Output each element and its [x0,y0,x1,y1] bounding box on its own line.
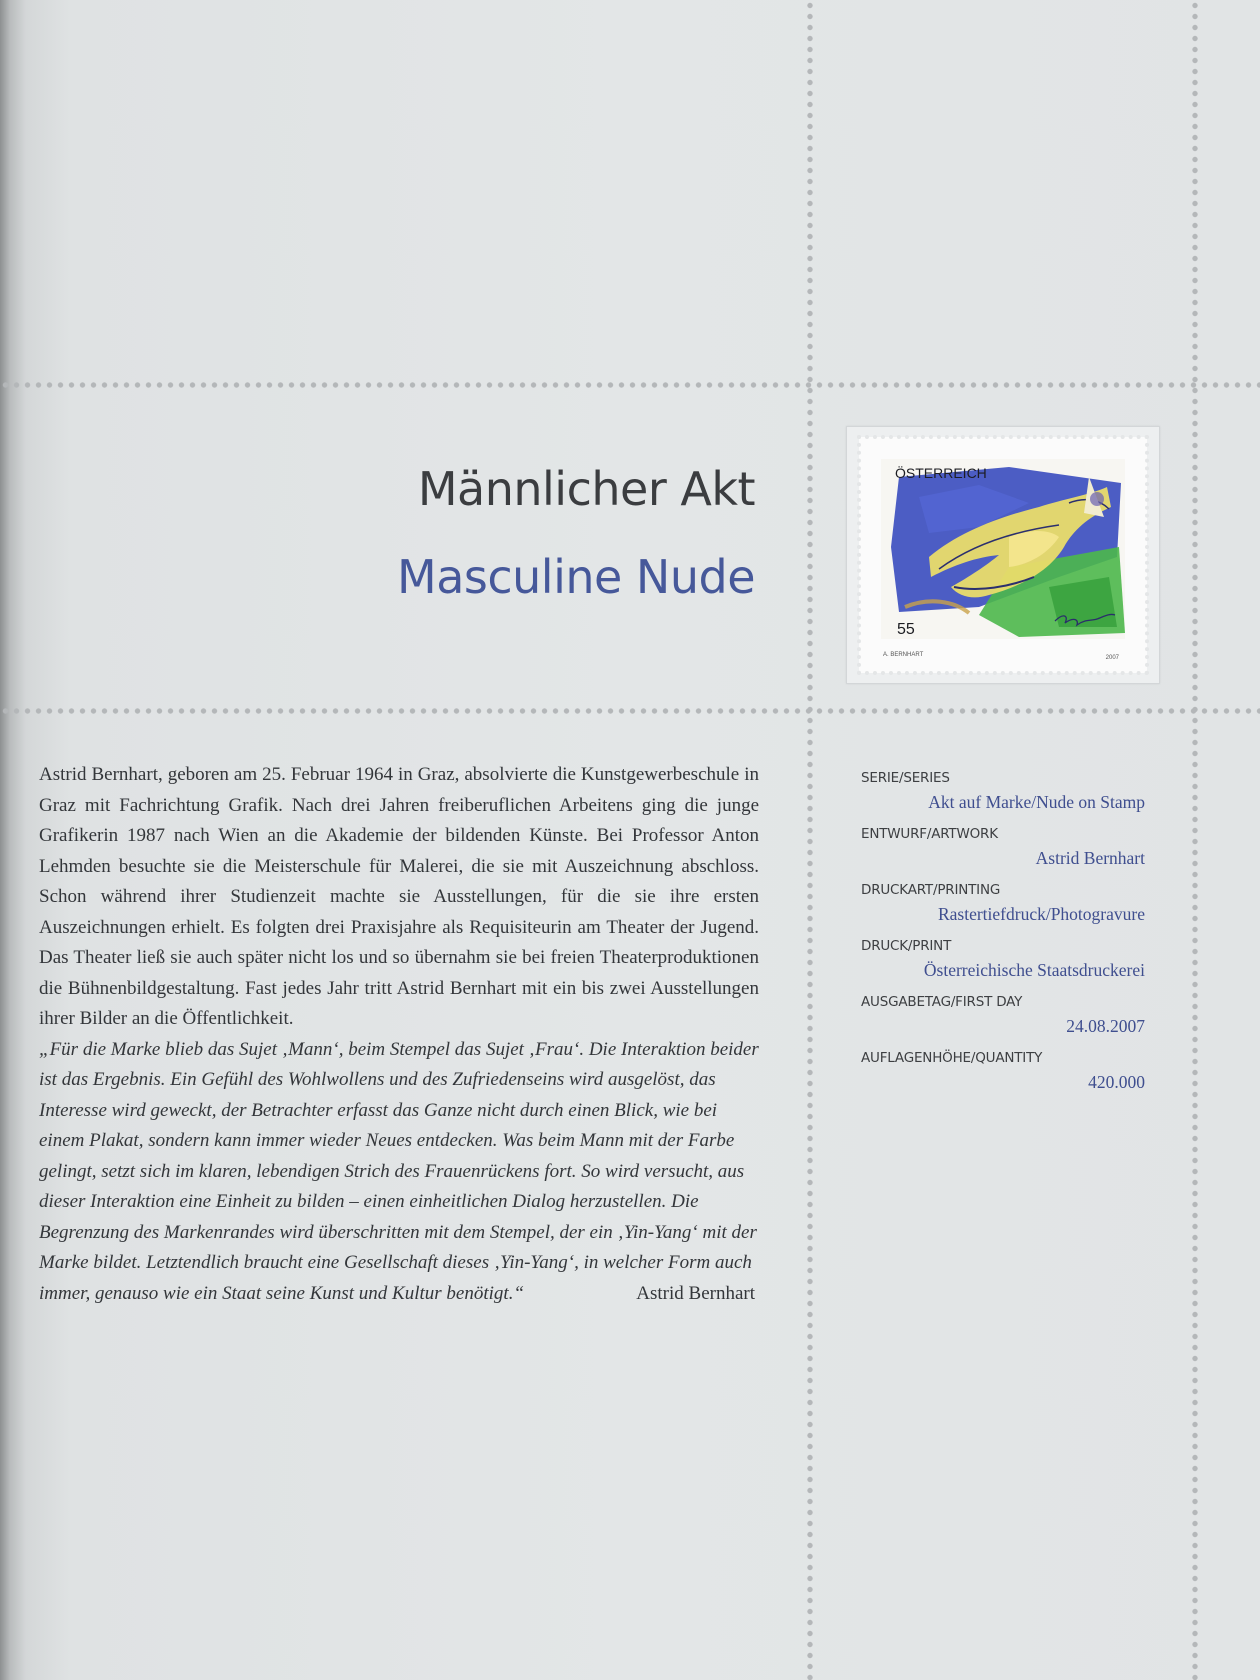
detail-label: AUSGABETAG/FIRST DAY [861,994,1023,1010]
quote-text: „Für die Marke blieb das Sujet ‚Mann‘, beim Stempel das Sujet ‚Frau‘. Die Interaktion beider ist das Ergebnis. Ein Gefühl des Wohlwollens und des Zufriedenseins wird ausgelöst, das Interesse wird geweckt, der Betrachter erfasst das Ganze nicht durch einen Blick, wie bei einem Plakat, sondern kann immer wieder Neues entdecken. Was beim Mann mit der Farbe gelingt, setzt sich im klaren, lebendigen Strich des Frauenrückens fort. So wird versucht, aus dieser Interaktion eine Einheit zu bilden – einen einheitlichen Dialog herzustellen. Die Begrenzung des Markenrandes wird überschritten mit dem Stempel, der ein ‚Yin-Yang‘ mit der Marke bildet. Letztendlich braucht eine Gesellschaft dieses ‚Yin-Yang‘, in welcher Form auch immer, genauso wie ein Staat seine Kunst und Kultur benötigt.“ [39,1038,759,1304]
article-body [39,760,759,1309]
divider-middle [0,707,1260,715]
stamp-details [861,768,1145,1104]
detail-printing [861,880,1145,928]
stamp-year-imprint: 2007 [1105,655,1119,661]
stamp-mount [846,426,1160,684]
divider-vertical-left [806,0,814,1680]
detail-first-day [861,992,1145,1040]
detail-value: Astrid Bernhart [1035,848,1145,868]
artist-quote [39,1035,759,1310]
detail-label: AUFLAGENHÖHE/QUANTITY [861,1050,1043,1066]
detail-label: SERIE/SERIES [861,770,950,786]
quote-author: Astrid Bernhart [636,1282,755,1304]
detail-print [861,936,1145,984]
page-subtitle: Masculine Nude [397,550,755,604]
detail-series [861,768,1145,816]
divider-top [0,381,1260,389]
stamp-country: ÖSTERREICH [895,465,987,481]
detail-label: ENTWURF/ARTWORK [861,826,998,842]
stamp-face-value: 55 [897,621,915,638]
biography-paragraph: Astrid Bernhart, geboren am 25. Februar 1964 in Graz, absolvierte die Kunstgewerbeschule in Graz mit Fachrichtung Grafik. Nach drei Jahren freiberuflichen Arbeitens ging die junge Grafikerin 1987 nach Wien an die Akademie der bildenden Künste. Bei Professor Anton Lehmden besuchte sie die Meisterschule für Malerei, die sie mit Auszeichnung abschloss. Schon während ihrer Studienzeit machte sie Ausstellungen, für die sie ihre ersten Auszeichnungen erhielt. Es folgten drei Praxisjahre als Requisiteurin am Theater der Jugend. Das Theater ließ sie auch später nicht los und so übernahm sie bei freien Theaterproduktionen die Bühnenbildgestaltung. Fast jedes Jahr tritt Astrid Bernhart mit ein bis zwei Ausstellungen ihrer Bilder an die Öffentlichkeit. [39,764,759,1029]
detail-artwork [861,824,1145,872]
page-title: Männlicher Akt [417,462,755,516]
stamp-artist-imprint: A. BERNHART [883,652,924,658]
detail-value: Akt auf Marke/Nude on Stamp [928,792,1145,812]
detail-value: 420.000 [1088,1072,1145,1092]
detail-label: DRUCKART/PRINTING [861,882,1001,898]
detail-quantity [861,1048,1145,1096]
detail-label: DRUCK/PRINT [861,938,952,954]
detail-value: 24.08.2007 [1066,1016,1145,1036]
detail-value: Rastertiefdruck/Photogravure [937,904,1145,924]
stamp [859,437,1147,673]
divider-vertical-right [1191,0,1199,1680]
detail-value: Österreichische Staatsdruckerei [923,960,1145,980]
